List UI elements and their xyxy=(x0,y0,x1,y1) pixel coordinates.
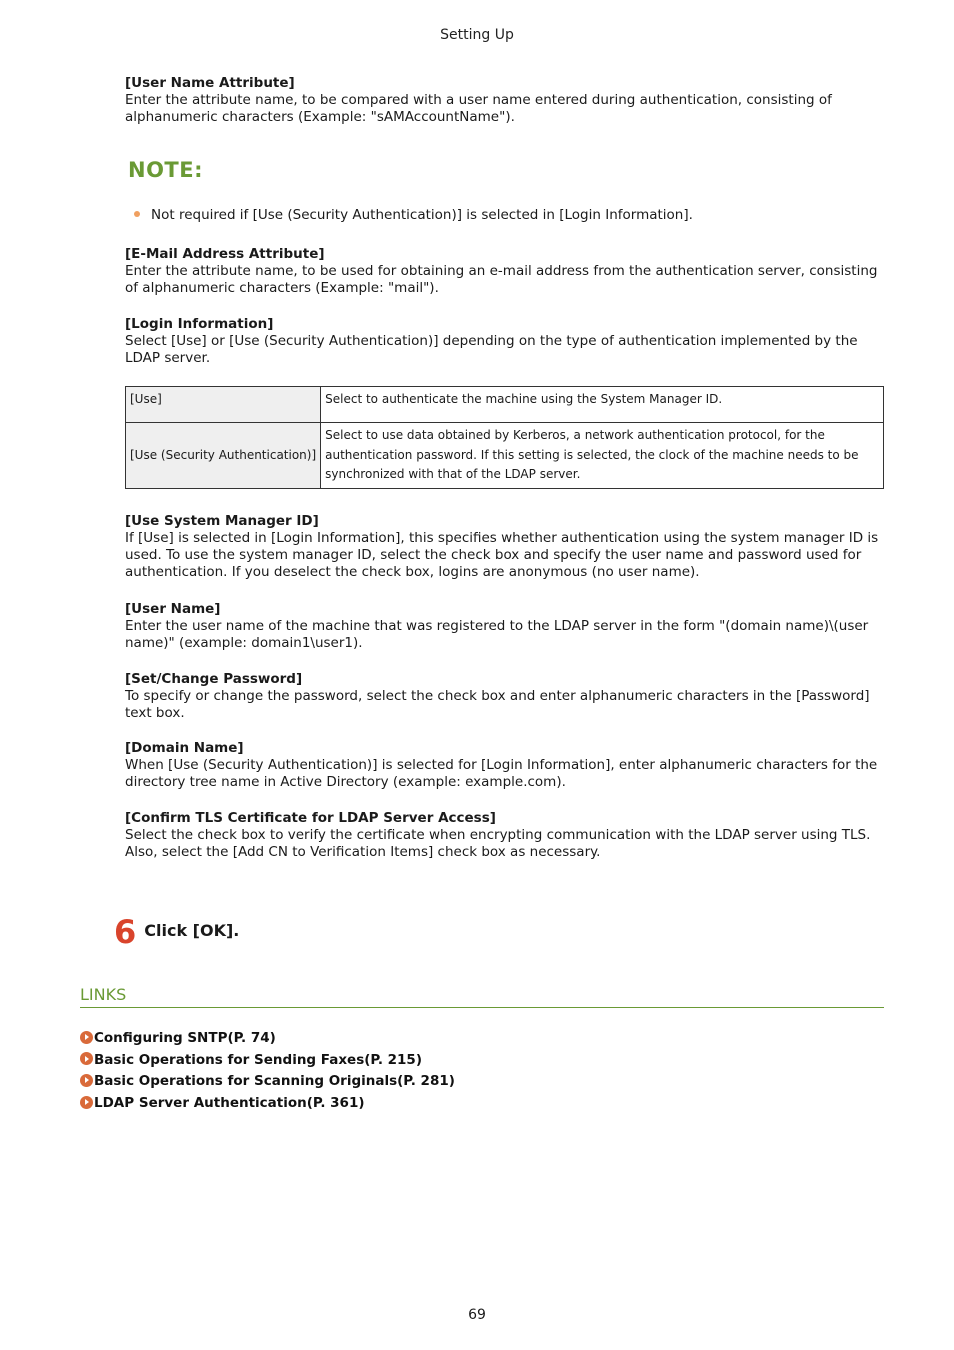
section-user-name xyxy=(125,601,885,652)
section-body: If [Use] is selected in [Login Information], this specifies whether authentication using the system manager ID is used. To use the system manager ID, select the check box and specify the user name and password used for authentication. If you deselect the check box, logins are anonymous (no user name). xyxy=(125,530,879,580)
arrow-circle-icon xyxy=(80,1074,93,1087)
section-domain-name xyxy=(125,740,885,791)
login-information-table xyxy=(125,386,884,489)
section-body: Select [Use] or [Use (Security Authentication)] depending on the type of authentication implemented by the LDAP server. xyxy=(125,333,858,366)
section-body: Enter the attribute name, to be used for obtaining an e-mail address from the authentication server, consisting of alphanumeric characters (Example: "mail"). xyxy=(125,263,878,296)
section-email-address-attribute xyxy=(125,246,885,297)
link-label: Basic Operations for Sending Faxes(P. 215) xyxy=(94,1051,422,1068)
section-title: [Use System Manager ID] xyxy=(125,513,319,529)
link-label: Configuring SNTP(P. 74) xyxy=(94,1030,276,1046)
section-confirm-tls-certificate xyxy=(125,810,885,861)
table-row xyxy=(126,423,884,489)
section-body: Select the check box to verify the certificate when encrypting communication with the LDAP server using TLS. Also, select the [Add CN to Verification Items] check box as necessary. xyxy=(125,827,871,860)
section-title: [User Name] xyxy=(125,601,221,617)
section-title: [Set/Change Password] xyxy=(125,671,303,687)
links-divider xyxy=(80,1007,884,1008)
section-body: Enter the user name of the machine that was registered to the LDAP server in the form "(domain name)\(user name)" (example: domain1\user1). xyxy=(125,618,869,651)
table-cell-value: Select to use data obtained by Kerberos, a network authentication protocol, for the authentication password. If this setting is selected, the clock of the machine needs to be synchronized with that of the LDAP server. xyxy=(321,423,884,489)
table-cell-key: [Use] xyxy=(126,387,321,423)
section-user-name-attribute xyxy=(125,75,885,126)
note-item xyxy=(134,207,693,224)
bullet-icon xyxy=(134,211,140,217)
section-title: [Login Information] xyxy=(125,316,274,332)
page-header: Setting Up xyxy=(440,27,514,43)
link-label: LDAP Server Authentication(P. 361) xyxy=(94,1095,365,1112)
step-6 xyxy=(114,912,239,952)
page-number: 69 xyxy=(468,1307,486,1323)
step-label: Click [OK]. xyxy=(144,920,240,940)
section-set-change-password xyxy=(125,671,885,722)
link-ldap-server-authentication[interactable] xyxy=(80,1093,455,1115)
section-body: Enter the attribute name, to be compared with a user name entered during authentication, consisting of alphanumeric characters (Example: "sAMAccountName"). xyxy=(125,92,832,125)
arrow-circle-icon xyxy=(80,1096,93,1109)
section-use-system-manager-id xyxy=(125,513,885,581)
section-title: [Confirm TLS Certificate for LDAP Server Access] xyxy=(125,810,496,826)
table-row xyxy=(126,387,884,423)
section-title: [E-Mail Address Attribute] xyxy=(125,246,325,262)
links-list xyxy=(80,1028,455,1115)
section-title: [Domain Name] xyxy=(125,740,244,756)
links-heading: LINKS xyxy=(80,985,127,1004)
arrow-circle-icon xyxy=(80,1031,93,1044)
link-configuring-sntp[interactable] xyxy=(80,1028,455,1050)
table-cell-key: [Use (Security Authentication)] xyxy=(126,423,321,489)
arrow-circle-icon xyxy=(80,1052,93,1065)
note-text: Not required if [Use (Security Authentication)] is selected in [Login Information]. xyxy=(151,207,693,223)
link-label: Basic Operations for Scanning Originals(P. 281) xyxy=(94,1073,455,1090)
step-number: 6 xyxy=(114,913,137,951)
section-login-information xyxy=(125,316,885,367)
section-body: To specify or change the password, select the check box and enter alphanumeric characters in the [Password] text box. xyxy=(125,688,870,721)
section-body: When [Use (Security Authentication)] is selected for [Login Information], enter alphanumeric characters for the directory tree name in Active Directory (example: example.com). xyxy=(125,757,878,790)
note-title: NOTE: xyxy=(128,158,203,182)
link-sending-faxes[interactable] xyxy=(80,1050,455,1072)
link-scanning-originals[interactable] xyxy=(80,1071,455,1093)
table-cell-value: Select to authenticate the machine using the System Manager ID. xyxy=(321,387,884,423)
section-title: [User Name Attribute] xyxy=(125,75,295,91)
